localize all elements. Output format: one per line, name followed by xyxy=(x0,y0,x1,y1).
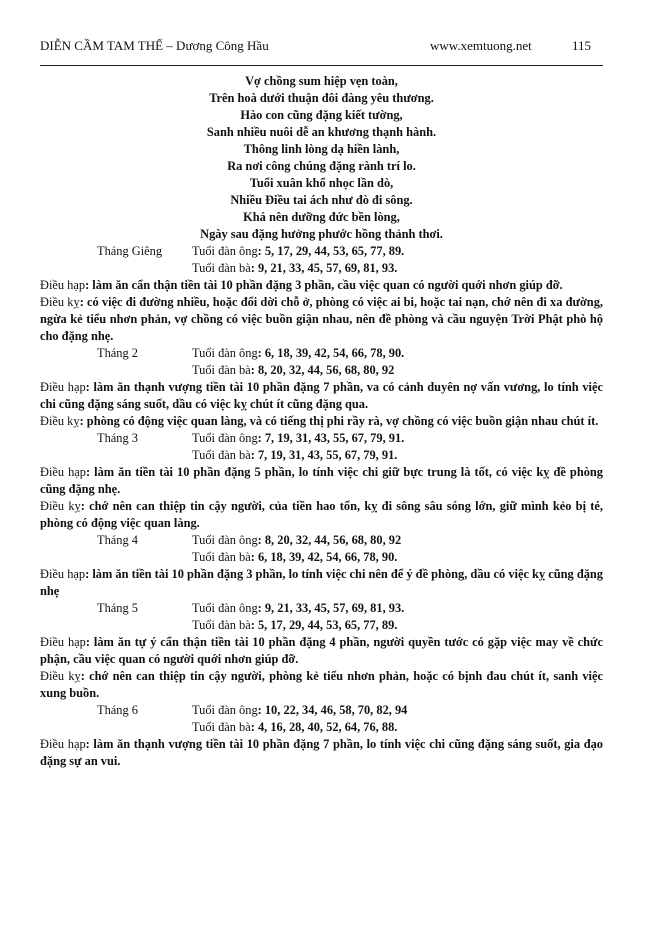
male-ages: : 6, 18, 39, 42, 54, 66, 78, 90. xyxy=(257,346,405,360)
favorable-paragraph xyxy=(40,277,603,294)
favorable-paragraph xyxy=(40,379,603,413)
month-label: Tháng 4 xyxy=(97,533,138,547)
page-header xyxy=(40,38,603,60)
poem-line: Thông linh lòng dạ hiền lành, xyxy=(243,142,400,156)
female-ages-row xyxy=(192,549,397,566)
paragraph-text: : làm ăn tiền tài 10 phần đặng 3 phần, lo tính việc chi nên để ý đề phòng, dầu có việc kỵ cũng đặng nhẹ xyxy=(40,567,604,598)
poem-line: Nhiều Điều tai ách như đò đi sông. xyxy=(230,193,413,207)
favorable-paragraph xyxy=(40,566,603,600)
male-ages: : 5, 17, 29, 44, 53, 65, 77, 89. xyxy=(257,244,405,258)
paragraph-text: : làm ăn thạnh vượng tiền tài 10 phần đặng 7 phần, lo tính việc chi cũng đặng sáng suốt, gia đạo đặng sự an vui. xyxy=(40,737,603,768)
header-title: DIỄN CẦM TAM THẾ – Dương Công Hầu xyxy=(40,38,269,53)
paragraph-text: : làm ăn tiền tài 10 phần đặng 5 phần, lo tính việc chi giữ bực trung là tốt, có việc kỵ đề phòng cũng đặng nhẹ. xyxy=(40,465,603,496)
month-block xyxy=(40,243,603,277)
female-ages: : 9, 21, 33, 45, 57, 69, 81, 93. xyxy=(250,261,398,275)
female-ages-row xyxy=(192,260,397,277)
paragraph-label: Điều kỵ xyxy=(40,669,81,683)
male-age-label: Tuổi đàn ông xyxy=(192,244,258,258)
favorable-paragraph xyxy=(40,634,603,668)
taboo-paragraph xyxy=(40,294,603,345)
female-ages-row xyxy=(192,447,397,464)
female-age-label: Tuổi đàn bà xyxy=(192,261,251,275)
paragraph-text: : phòng có động việc quan làng, và có tiếng thị phi rầy rà, vợ chồng có việc buồn giận nhau chút ít. xyxy=(79,414,599,428)
female-ages-row xyxy=(192,719,397,736)
paragraph-text: : chớ nên can thiệp tin cậy người, phòng kẻ tiểu nhơn phản, hoặc có bịnh đau chút ít, sanh việc xung buồn. xyxy=(40,669,603,700)
male-age-label: Tuổi đàn ông xyxy=(192,431,258,445)
poem-line: Khá nên dưỡng đức bền lòng, xyxy=(243,210,400,224)
poem-line: Ngày sau đặng hưởng phước hồng thảnh thơi. xyxy=(200,227,443,241)
poem-line: Tuổi xuân khổ nhọc lần dò, xyxy=(249,176,394,190)
poem-line: Ra nơi công chúng đặng rành trí lo. xyxy=(227,159,416,173)
male-age-label: Tuổi đàn ông xyxy=(192,601,258,615)
paragraph-text: : có việc đi đường nhiều, hoặc đổi dời chỗ ở, phòng có việc ai bi, hoặc tai nạn, chớ nên đi xa đường, ngừa kẻ tiểu nhơn phản, vợ chồng có việc buồn giận nhau, nên đề phòng và cầu nguyện Trời Phật phò hộ cho đặng nhẹ. xyxy=(40,295,603,343)
page-content xyxy=(40,73,603,770)
female-age-label: Tuổi đàn bà xyxy=(192,363,251,377)
paragraph-text: : chớ nên can thiệp tin cậy người, của tiền hao tốn, kỵ đi sông sâu sóng lớn, giữ mình kẻo bị té, phòng có động việc quan làng. xyxy=(40,499,603,530)
month-label: Tháng Giêng xyxy=(97,244,163,258)
month-label: Tháng 3 xyxy=(97,431,138,445)
poem-line: Trên hoà dưới thuận đôi đàng yêu thương. xyxy=(209,91,434,105)
month-block xyxy=(40,600,603,634)
header-rule xyxy=(40,65,603,66)
favorable-paragraph xyxy=(40,464,603,498)
female-ages: : 4, 16, 28, 40, 52, 64, 76, 88. xyxy=(250,720,398,734)
taboo-paragraph xyxy=(40,498,603,532)
female-age-label: Tuổi đàn bà xyxy=(192,448,251,462)
male-ages: : 7, 19, 31, 43, 55, 67, 79, 91. xyxy=(257,431,405,445)
paragraph-label: Điều hạp xyxy=(40,278,86,292)
male-ages-row xyxy=(192,702,407,719)
paragraph-label: Điều hạp xyxy=(40,567,86,581)
male-ages: : 10, 22, 34, 46, 58, 70, 82, 94 xyxy=(257,703,408,717)
male-ages-row xyxy=(192,430,404,447)
female-ages: : 8, 20, 32, 44, 56, 68, 80, 92 xyxy=(250,363,395,377)
page-number: 115 xyxy=(571,38,591,53)
paragraph-text: : làm ăn cẩn thận tiền tài 10 phần đặng 3 phần, cầu việc quan có người quới nhơn giúp đỡ. xyxy=(85,278,563,292)
paragraph-label: Điều kỵ xyxy=(40,295,80,309)
male-ages: : 9, 21, 33, 45, 57, 69, 81, 93. xyxy=(257,601,405,615)
poem-line: Sanh nhiều nuôi dễ an khương thạnh hành. xyxy=(206,125,437,139)
month-label: Tháng 5 xyxy=(97,601,138,615)
paragraph-text: : làm ăn tự ý cẩn thận tiền tài 10 phần đặng 4 phần, người quyền tước có gặp việc may về chức phận, cầu việc quan có người quới nhơn giúp đỡ. xyxy=(40,635,603,666)
paragraph-label: Điều hạp xyxy=(40,737,86,751)
male-ages-row xyxy=(192,532,401,549)
paragraph-label: Điều kỵ xyxy=(40,499,81,513)
favorable-paragraph xyxy=(40,736,603,770)
paragraph-label: Điều hạp xyxy=(40,635,86,649)
female-ages-row xyxy=(192,362,394,379)
paragraph-text: : làm ăn thạnh vượng tiền tài 10 phần đặng 7 phần, va có cảnh duyên nợ vấn vương, lo tính việc chi cũng đặng sáng suốt, dầu có việc kỵ chút ít cũng đặng qua. xyxy=(40,380,603,411)
female-age-label: Tuổi đàn bà xyxy=(192,550,251,564)
female-ages: : 7, 19, 31, 43, 55, 67, 79, 91. xyxy=(250,448,398,462)
female-ages: : 6, 18, 39, 42, 54, 66, 78, 90. xyxy=(250,550,398,564)
header-website: www.xemtuong.net xyxy=(430,38,532,53)
poem-line: Hào con cũng đặng kiết tường, xyxy=(240,108,403,122)
male-ages-row xyxy=(192,243,404,260)
month-block xyxy=(40,345,603,379)
female-age-label: Tuổi đàn bà xyxy=(192,618,251,632)
female-ages-row xyxy=(192,617,397,634)
month-block xyxy=(40,532,603,566)
poem xyxy=(40,73,603,243)
male-ages: : 8, 20, 32, 44, 56, 68, 80, 92 xyxy=(257,533,402,547)
taboo-paragraph xyxy=(40,668,603,702)
female-ages: : 5, 17, 29, 44, 53, 65, 77, 89. xyxy=(250,618,398,632)
taboo-paragraph xyxy=(40,413,603,430)
paragraph-label: Điều hạp xyxy=(40,380,86,394)
paragraph-label: Điều hạp xyxy=(40,465,86,479)
male-ages-row xyxy=(192,600,404,617)
month-label: Tháng 6 xyxy=(97,703,138,717)
male-ages-row xyxy=(192,345,404,362)
male-age-label: Tuổi đàn ông xyxy=(192,346,258,360)
paragraph-label: Điều kỵ xyxy=(40,414,80,428)
male-age-label: Tuổi đàn ông xyxy=(192,703,258,717)
month-block xyxy=(40,702,603,736)
female-age-label: Tuổi đàn bà xyxy=(192,720,251,734)
month-block xyxy=(40,430,603,464)
male-age-label: Tuổi đàn ông xyxy=(192,533,258,547)
month-label: Tháng 2 xyxy=(97,346,138,360)
poem-line: Vợ chồng sum hiệp vẹn toàn, xyxy=(245,74,398,88)
